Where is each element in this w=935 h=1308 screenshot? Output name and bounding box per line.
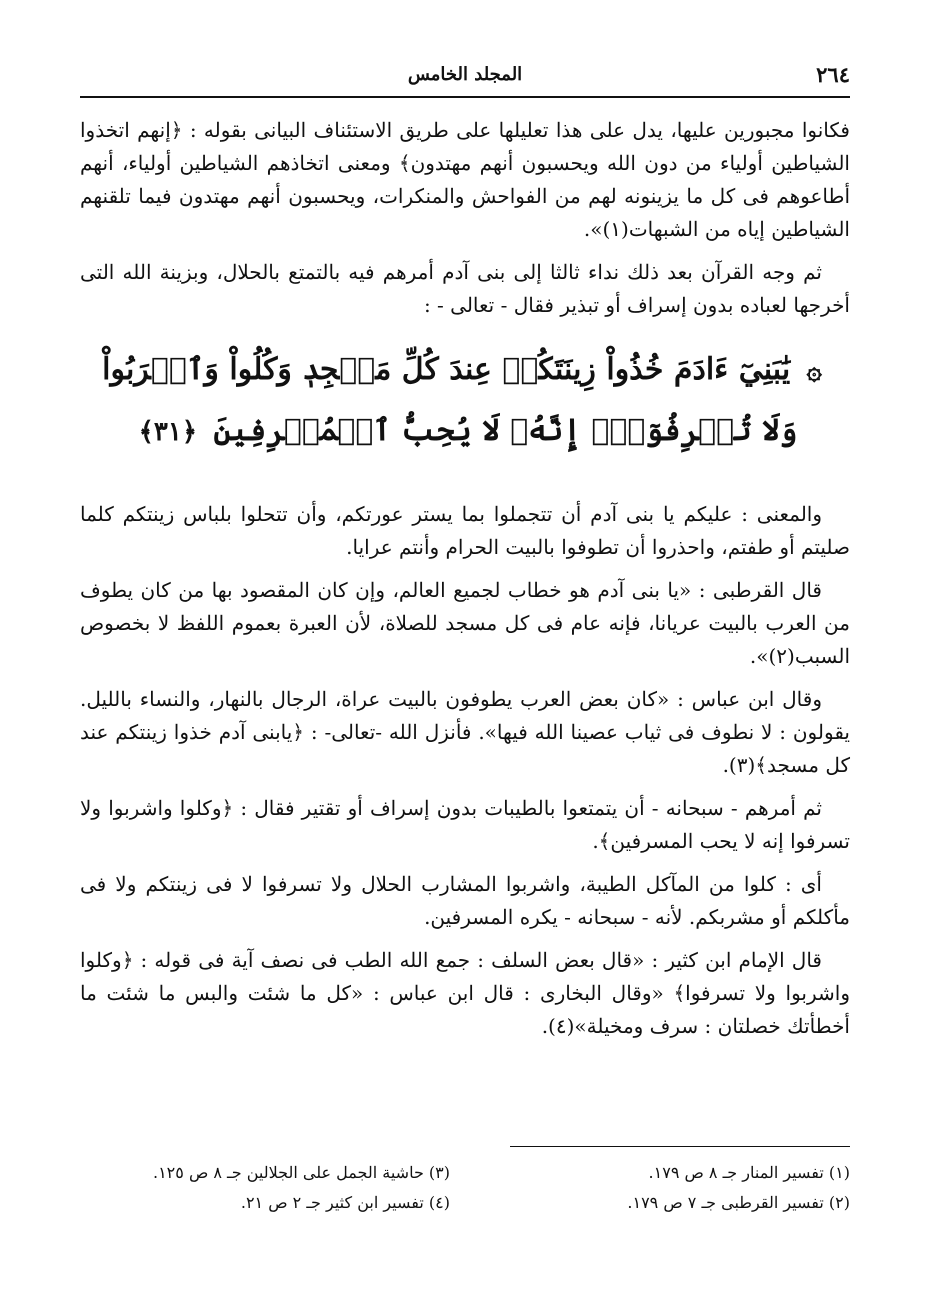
paragraph-3: والمعنى : عليكم يا بنى آدم أن تتجملوا بما يستر عورتكم، وأن تتحلوا بلباس زينتكم كلما صليتم أو طفتم، واحذروا أن تطوفوا بالبيت الحرام وأنتم عرايا. bbox=[80, 502, 850, 559]
footnote-4: (٤) تفسير ابن كثير جـ ٢ ص ٢١. bbox=[240, 1193, 450, 1212]
verse-text-1: يَٰبَنِيٓ ءَادَمَ خُذُواْ زِينَتَكُمۡ عِندَ كُلِّ مَسۡجِدٖ وَكُلُواْ وَٱشۡرَبُواْ bbox=[102, 352, 791, 387]
paragraph-6: ثم أمرهم - سبحانه - أن يتمتعوا بالطيبات بدون إسراف أو تقتير فقال : ﴿وكلوا واشربوا ولا تسرفوا إنه لا يحب المسرفين﴾. bbox=[80, 796, 850, 853]
verse-text-2: وَلَا تُسۡرِفُوٓاْۚ إِنَّهُۥ لَا يُحِبُّ ٱلۡمُسۡرِفِينَ bbox=[213, 413, 798, 448]
paragraph-8: قال الإمام ابن كثير : «قال بعض السلف : جمع الله الطب فى نصف آية فى قوله : ﴿وكلوا واشربوا ولا تسرفوا﴾ «وقال البخارى : قال ابن عباس : «كل ما شئت والبس ما شئت ما أخطأتك خصلتان : سرف ومخيلة»(٤). bbox=[80, 948, 850, 1038]
footnotes-left-column bbox=[80, 1158, 450, 1218]
verse-line-1 bbox=[90, 340, 840, 401]
paragraph-7: أى : كلوا من المآكل الطيبة، واشربوا المشارب الحلال ولا تسرفوا لا فى زينتكم ولا فى مأكلكم أو مشربكم. لأنه - سبحانه - يكره المسرفين. bbox=[80, 872, 850, 929]
volume-title: المجلد الخامس bbox=[407, 64, 523, 85]
paragraph-4: قال القرطبى : «يا بنى آدم هو خطاب لجميع العالم، وإن كان المقصود بها من كان يطوف من العرب بالبيت عريانا، فإنه عام فى كل مسجد للصلاة، لأن العبرة بعموم اللفظ لا بخصوص السبب(٢)». bbox=[80, 578, 850, 668]
paragraph-5: وقال ابن عباس : «كان بعض العرب يطوفون بالبيت عراة، الرجال بالنهار، والنساء بالليل. يقولون : لا نطوف فى ثياب عصينا الله فيها». فأنزل الله -تعالى- : ﴿يابنى آدم خذوا زينتكم عند كل مسجد﴾(٣). bbox=[80, 687, 850, 777]
paragraph-2: ثم وجه القرآن بعد ذلك نداء ثالثا إلى بنى آدم أمرهم فيه بالتمتع بالحلال، وبزينة الله التى أخرجها لعباده بدون إسراف أو تبذير فقال - تعالى - : bbox=[80, 260, 850, 317]
footnote-3: (٣) حاشية الجمل على الجلالين جـ ٨ ص ١٢٥. bbox=[152, 1163, 450, 1182]
main-text bbox=[80, 114, 850, 1053]
rub-el-hizb-icon: ۞ bbox=[806, 356, 822, 386]
verse-line-2 bbox=[90, 401, 840, 462]
footnote-2: (٢) تفسير القرطبى جـ ٧ ص ١٧٩. bbox=[627, 1193, 850, 1212]
paragraph-1: فكانوا مجبورين عليها، يدل على هذا تعليلها على طريق الاستئناف البيانى بقوله : ﴿إنهم اتخذوا الشياطين أولياء من دون الله ويحسبون أنهم مهتدون﴾ ومعنى اتخاذهم الشياطين أولياء، أنهم أطاعوهم فى كل ما يزينونه لهم من الفواحش والمنكرات، ويحسبون أنهم مهتدون فيما تلقنهم الشياطين إياه من الشبهات(١)». bbox=[80, 118, 850, 241]
footnotes bbox=[80, 1158, 850, 1228]
quran-verse bbox=[90, 340, 840, 462]
footnotes-right-column bbox=[480, 1158, 850, 1218]
verse-number-marker: ﴿٣١﴾ bbox=[138, 417, 198, 447]
footnote-divider bbox=[510, 1146, 850, 1147]
header-divider bbox=[80, 96, 850, 98]
page-header bbox=[80, 58, 850, 90]
page-number: ٢٦٤ bbox=[816, 62, 850, 87]
footnote-1: (١) تفسير المنار جـ ٨ ص ١٧٩. bbox=[648, 1163, 850, 1182]
